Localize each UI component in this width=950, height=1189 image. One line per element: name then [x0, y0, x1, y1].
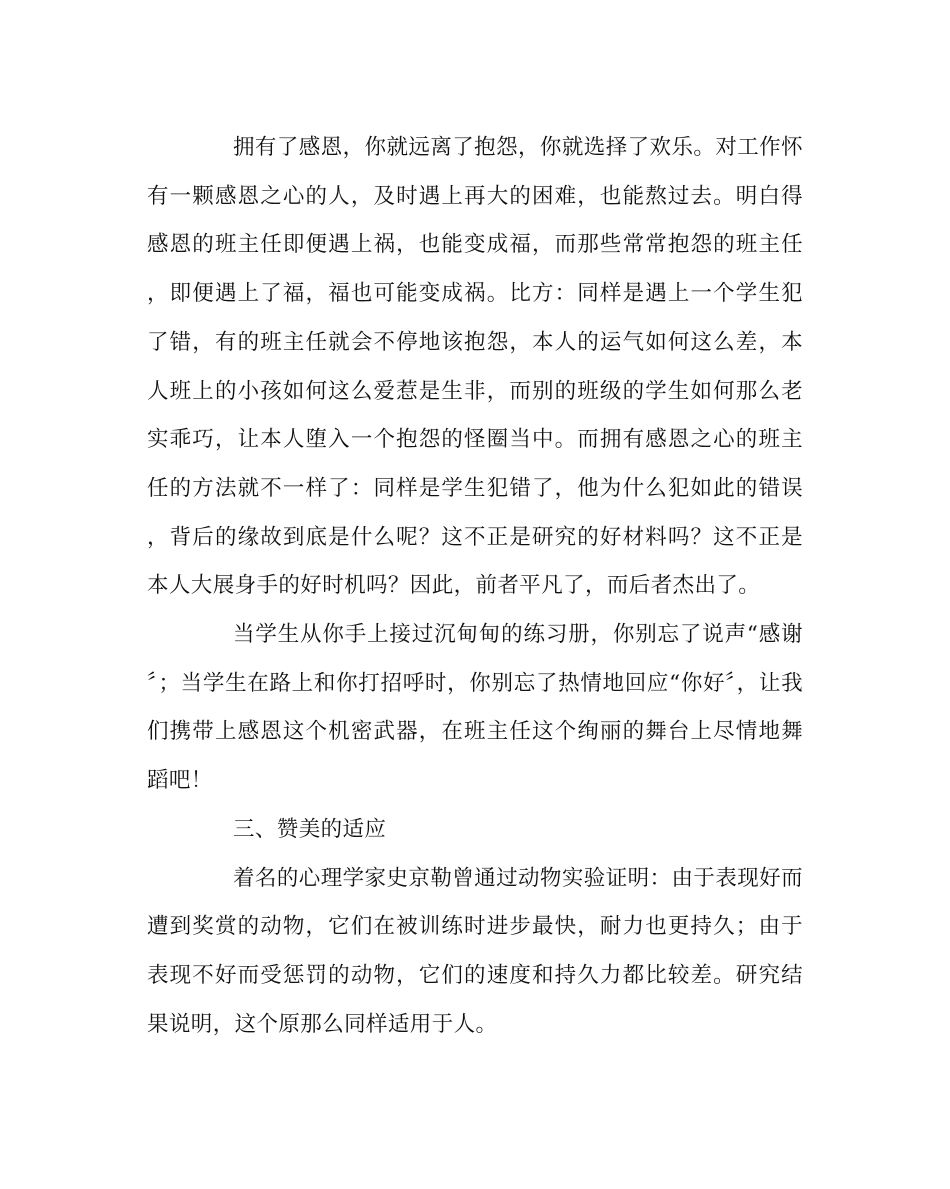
paragraph-experiment: 着名的心理学家史京勒曾通过动物实验证明：由于表现好而遭到奖赏的动物，它们在被训练时进步最快，耐力也更持久；由于表现不好而受惩罚的动物，它们的速度和持久力都比较差。研究结果说明，这个原那么同样适用于人。: [147, 865, 803, 1037]
section-heading-praise: 三、赞美的适应: [233, 816, 387, 842]
document-body: [147, 124, 803, 1049]
paragraph-gratitude: 拥有了感恩，你就远离了抱怨，你就选择了欢乐。对工作怀有一颗感恩之心的人，及时遇上再大的困难，也能熬过去。明白得感恩的班主任即便遇上祸，也能变成福，而那些常常抱怨的班主任，即便遇上了福，福也可能变成祸。比方：同样是遇上一个学生犯了错，有的班主任就会不停地该抱怨，本人的运气如何这么差，本人班上的小孩如何这么爱惹是生非，而别的班级的学生如何那么老实乖巧，让本人堕入一个抱怨的怪圈当中。而拥有感恩之心的班主任的方法就不一样了：同样是学生犯错了，他为什么犯如此的错误，背后的缘故到底是什么呢？这不正是研究的好材料吗？这不正是本人大展身手的好时机吗？因此，前者平凡了，而后者杰出了。: [147, 135, 803, 599]
paragraph-thanks: 当学生从你手上接过沉甸甸的练习册，你别忘了说声“感谢〞；当学生在路上和你打招呼时，你别忘了热情地回应“你好〞，让我们携带上感恩这个机密武器，在班主任这个绚丽的舞台上尽情地舞蹈吧！: [147, 622, 803, 794]
